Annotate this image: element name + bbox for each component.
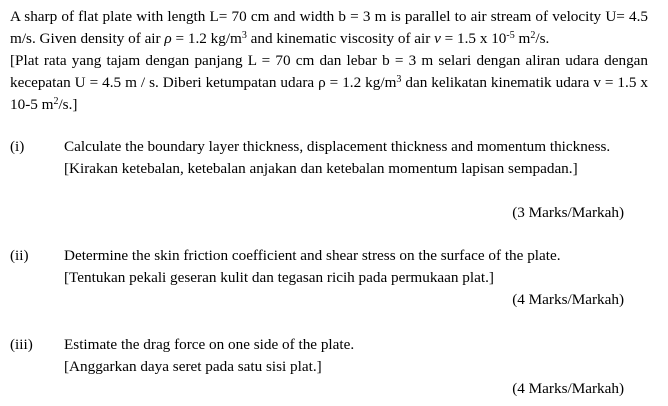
marks-label: (4 Marks/Markah)	[512, 291, 624, 308]
problem-text-part: A sharp of flat plate with length L= 70 cm and width b = 3 m is parallel to air stream of velocity U= 4.5 m/s. Given density of air	[10, 8, 648, 47]
malay-viscosity-text: dan kelikatan kinematik udara v = 1.5 x 10-5 m	[10, 74, 648, 113]
question-text-english: Determine the skin friction coefficient and shear stress on the surface of the plate.	[64, 247, 561, 264]
density-value: = 1.2 kg/m	[171, 30, 242, 47]
question-text-malay: [Tentukan pekali geseran kulit dan tegasan ricih pada permukaan plat.]	[64, 269, 494, 286]
rho-symbol: ρ	[164, 30, 172, 47]
marks-label: (4 Marks/Markah)	[512, 380, 624, 397]
question-number: (i)	[10, 138, 25, 155]
marks-label: (3 Marks/Markah)	[512, 204, 624, 221]
question-text-english: Estimate the drag force on one side of the plate.	[64, 336, 355, 353]
malay-text-part: [Plat rata yang tajam dengan panjang L = 70 cm dan lebar b = 3 m selari dengan aliran udara dengan kecepatan U = 4.5 m / s. Diberi ketumpatan udara ρ = 1.2 kg/m	[10, 52, 648, 91]
viscosity-unit-end: /s.	[535, 30, 550, 47]
viscosity-exponent: -5	[506, 30, 515, 41]
viscosity-unit: m	[514, 30, 531, 47]
malay-viscosity-exponent: 2	[53, 96, 59, 107]
viscosity-value: = 1.5 x 10	[440, 30, 507, 47]
question-text-english: Calculate the boundary layer thickness, displacement thickness and momentum thickness.	[64, 138, 611, 155]
question-number: (ii)	[10, 247, 29, 264]
problem-statement	[10, 6, 648, 116]
question-number: (iii)	[10, 336, 33, 353]
nu-symbol: ν	[434, 30, 441, 47]
problem-text-malay	[10, 50, 648, 116]
question-text-malay: [Anggarkan daya seret pada satu sisi plat.]	[64, 358, 322, 375]
viscosity-text: and kinematic viscosity of air	[246, 30, 435, 47]
density-unit-exponent: 3	[241, 30, 247, 41]
malay-text-end: /s.]	[58, 96, 78, 113]
malay-density-exponent: 3	[396, 74, 402, 85]
viscosity-unit-exponent: 2	[530, 30, 536, 41]
problem-text-english	[10, 6, 648, 50]
question-text-malay: [Kirakan ketebalan, ketebalan anjakan dan ketebalan momentum lapisan sempadan.]	[64, 160, 578, 177]
